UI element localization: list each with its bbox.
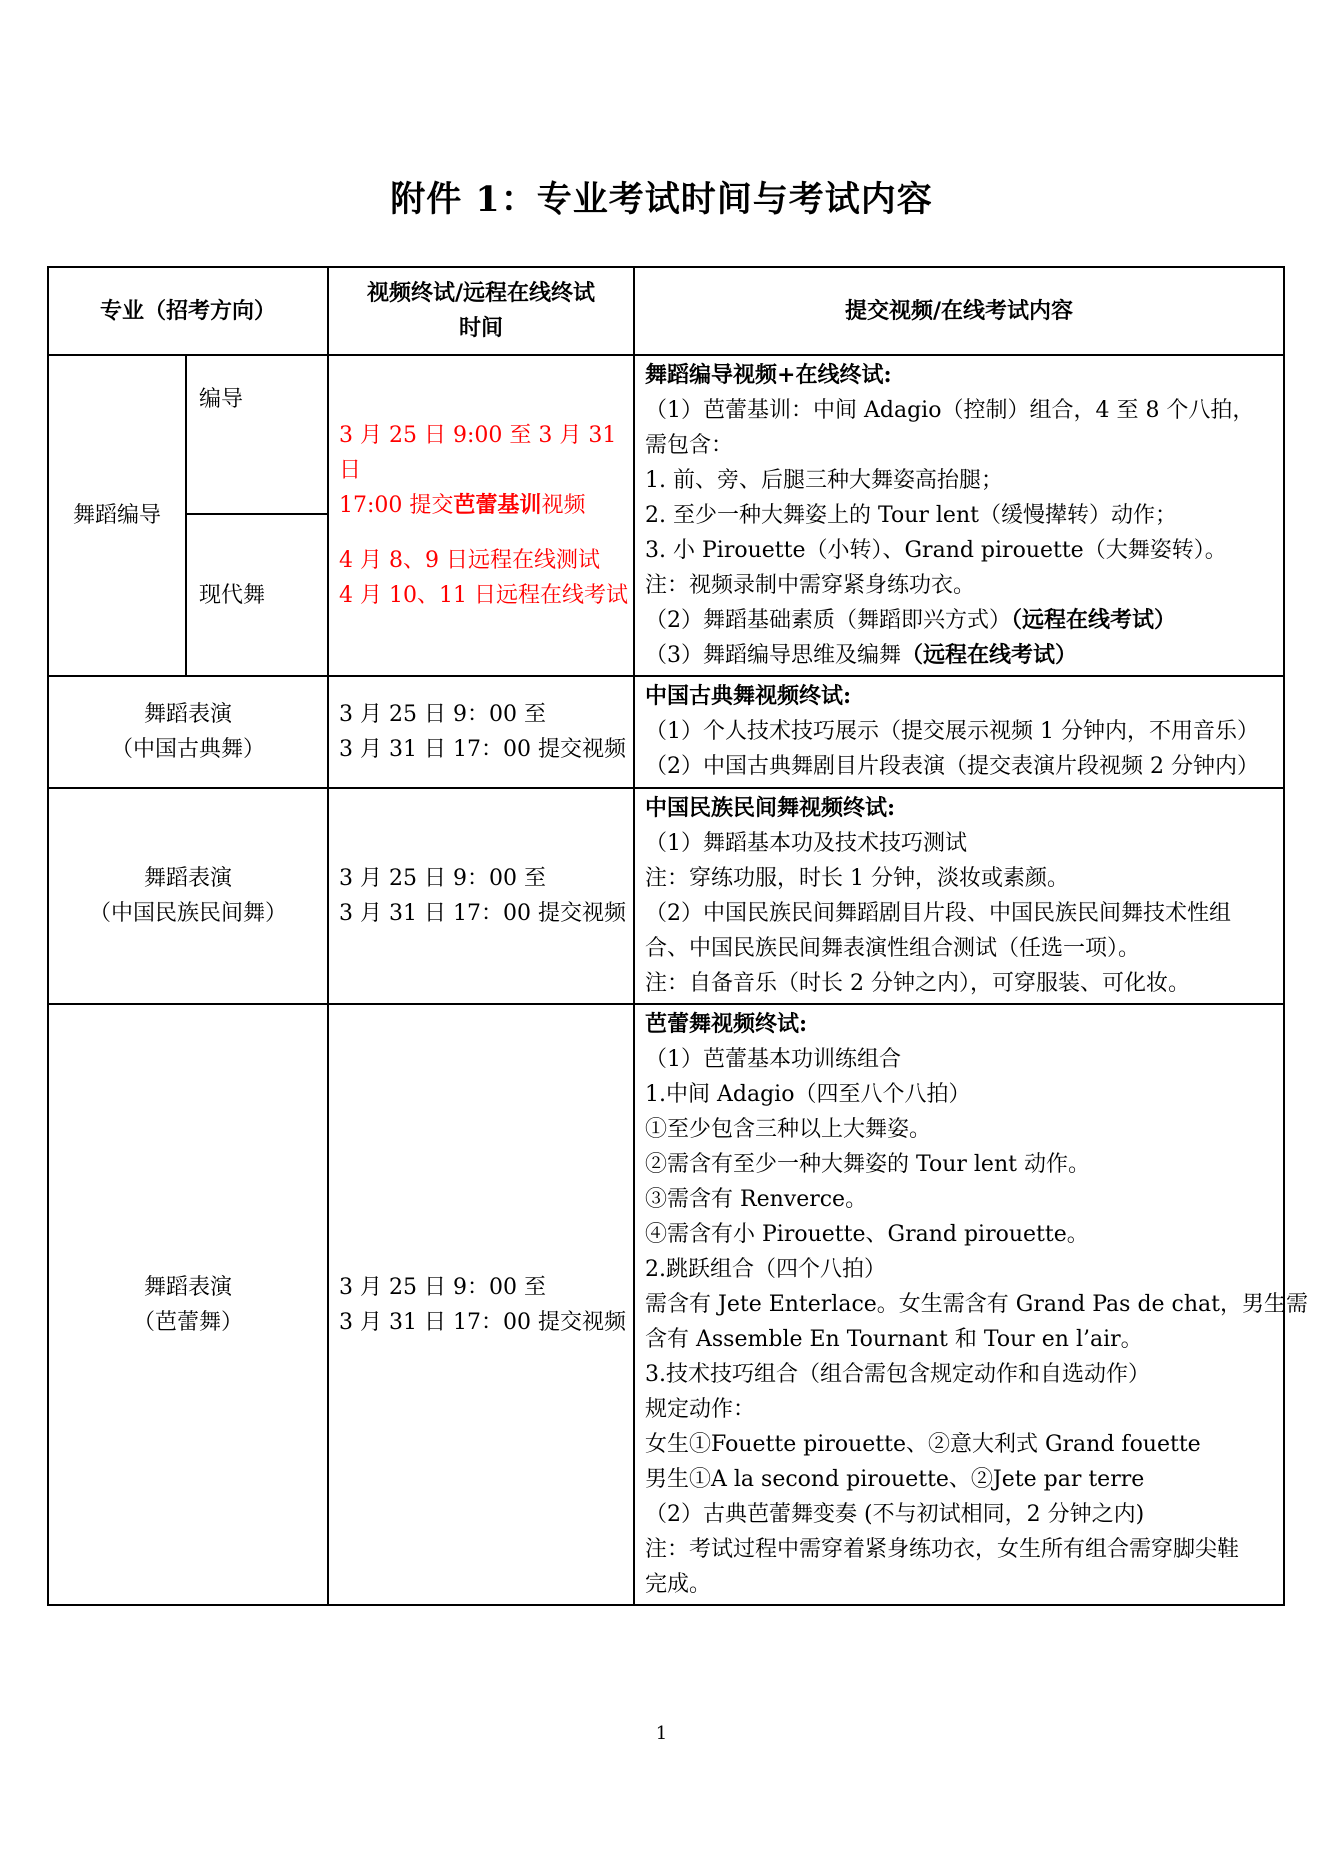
content-folk: [634, 788, 1284, 1004]
content-line: 含有 Assemble En Tournant 和 Tour en l’air。: [645, 1327, 1143, 1352]
content-text-bold: （远程在线考试）: [901, 642, 1078, 668]
major-line: （芭蕾舞）: [133, 1309, 244, 1335]
time-line: 4 月 10、11 日远程在线考试: [339, 583, 628, 608]
content-line: 完成。: [645, 1572, 712, 1597]
exam-schedule-table: [47, 266, 1309, 1606]
content-line: 2. 至少一种大舞姿上的 Tour lent（缓慢撵转）动作；: [645, 503, 1177, 528]
table-row: [48, 676, 1284, 788]
content-line: 1. 前、旁、后腿三种大舞姿高抬腿；: [645, 468, 1004, 493]
table-row: [48, 1004, 1284, 1605]
content-line: 需包含：: [645, 433, 734, 458]
header-content: 提交视频/在线考试内容: [634, 267, 1284, 355]
header-row: [48, 267, 1284, 355]
header-time: [328, 267, 634, 355]
major-line: （中国古典舞）: [111, 737, 266, 762]
content-text: （3）舞蹈编导思维及编舞: [645, 643, 902, 668]
content-line: （2）古典芭蕾舞变奏 (不与初试相同，2 分钟之内): [645, 1502, 1145, 1527]
time-line: 3 月 25 日 9：00 至: [339, 1274, 546, 1300]
content-text: （2）舞蹈基础素质（舞蹈即兴方式）: [645, 608, 1012, 633]
content-title: 中国民族民间舞视频终试:: [645, 795, 896, 821]
major-line: 舞蹈表演: [144, 1274, 233, 1300]
sub-direction-choreography: [186, 355, 328, 514]
major-ballet: [48, 1004, 328, 1605]
major-classical: [48, 676, 328, 788]
time-line: 3 月 31 日 17：00 提交视频: [339, 737, 626, 762]
content-line: ①至少包含三种以上大舞姿。: [645, 1117, 932, 1142]
content-line: ②需含有至少一种大舞姿的 Tour lent 动作。: [645, 1152, 1090, 1177]
content-title: 芭蕾舞视频终试:: [645, 1011, 808, 1037]
time-classical: [328, 676, 634, 788]
time-ballet: [328, 1004, 634, 1605]
major-line: （中国民族民间舞）: [89, 901, 288, 926]
header-major: 专业（招考方向）: [48, 267, 328, 355]
time-line: 3 月 25 日 9：00 至: [339, 866, 546, 891]
time-line: 3 月 25 日 9：00 至: [339, 702, 546, 727]
table-row: [48, 355, 1284, 514]
content-line: （1）舞蹈基本功及技术技巧测试: [645, 831, 968, 856]
major-folk: [48, 788, 328, 1004]
content-line: （1）芭蕾基训：中间 Adagio（控制）组合，4 至 8 个八拍，: [645, 398, 1255, 423]
content-line: 男生①A la second pirouette、②Jete par terre: [645, 1467, 1145, 1492]
content-choreography: [634, 355, 1284, 676]
content-line: [645, 638, 1277, 673]
content-line: ③需含有 Renverce。: [645, 1187, 868, 1212]
content-line: 注：视频录制中需穿紧身练功衣。: [645, 573, 976, 598]
time-line: 3 月 31 日 17：00 提交视频: [339, 1309, 626, 1335]
content-line: ④需含有小 Pirouette、Grand pirouette。: [645, 1222, 1089, 1247]
time-line: 4 月 8、9 日远程在线测试: [339, 548, 600, 573]
content-line: 需含有 Jete Enterlace。女生需含有 Grand Pas de chat，男生需: [645, 1292, 1309, 1317]
sub-direction-modern: 现代舞: [186, 514, 328, 676]
content-line: （2）中国民族民间舞蹈剧目片段、中国民族民间舞技术性组: [645, 901, 1232, 926]
content-classical: [634, 676, 1284, 788]
content-line: （1）芭蕾基本功训练组合: [645, 1047, 902, 1072]
content-title: 中国古典舞视频终试:: [645, 683, 852, 709]
time-text: 17:00 提交: [339, 493, 454, 518]
time-choreography: [328, 355, 634, 676]
major-line: 舞蹈表演: [144, 866, 233, 891]
content-line: 1.中间 Adagio（四至八个八拍）: [645, 1082, 971, 1107]
content-line: 3.技术技巧组合（组合需包含规定动作和自选动作）: [645, 1362, 1151, 1387]
content-ballet: [634, 1004, 1309, 1605]
time-line: 3 月 31 日 17：00 提交视频: [339, 901, 626, 926]
content-line: 规定动作：: [645, 1397, 756, 1422]
content-line: 注：穿练功服，时长 1 分钟，淡妆或素颜。: [645, 866, 1070, 891]
header-time-line1: 视频终试/远程在线终试: [366, 281, 596, 306]
content-line: 注：考试过程中需穿着紧身练功衣，女生所有组合需穿脚尖鞋: [645, 1537, 1240, 1562]
page-number: 1: [655, 1723, 668, 1744]
time-folk: [328, 788, 634, 1004]
content-line: 女生①Fouette pirouette、②意大利式 Grand fouette: [645, 1432, 1201, 1457]
page-title: 附件 1：专业考试时间与考试内容: [390, 179, 933, 220]
header-time-line2: 时间: [459, 316, 504, 341]
content-line: 2.跳跃组合（四个八拍）: [645, 1257, 887, 1282]
content-line: （2）中国古典舞剧目片段表演（提交表演片段视频 2 分钟内）: [645, 754, 1259, 779]
content-line: 注：自备音乐（时长 2 分钟之内），可穿服装、可化妆。: [645, 971, 1191, 996]
table-row: [48, 788, 1284, 1004]
content-title: 舞蹈编导视频+在线终试:: [645, 362, 892, 388]
sub-direction-label: 编导: [199, 387, 244, 412]
content-line: （1）个人技术技巧展示（提交展示视频 1 分钟内，不用音乐）: [645, 719, 1259, 744]
time-line: [339, 488, 633, 523]
major-choreography: 舞蹈编导: [48, 355, 186, 676]
time-line: 3 月 25 日 9:00 至 3 月 31 日: [339, 423, 617, 483]
major-line: 舞蹈表演: [144, 702, 233, 727]
time-text-bold: 芭蕾基训: [453, 492, 542, 518]
content-line: 合、中国民族民间舞表演性组合测试（任选一项）。: [645, 936, 1141, 961]
content-text-bold: （远程在线考试）: [1011, 607, 1177, 633]
time-text: 视频: [541, 493, 586, 518]
content-line: 3. 小 Pirouette（小转）、Grand pirouette（大舞姿转）。: [645, 538, 1227, 563]
content-line: [645, 603, 1277, 638]
